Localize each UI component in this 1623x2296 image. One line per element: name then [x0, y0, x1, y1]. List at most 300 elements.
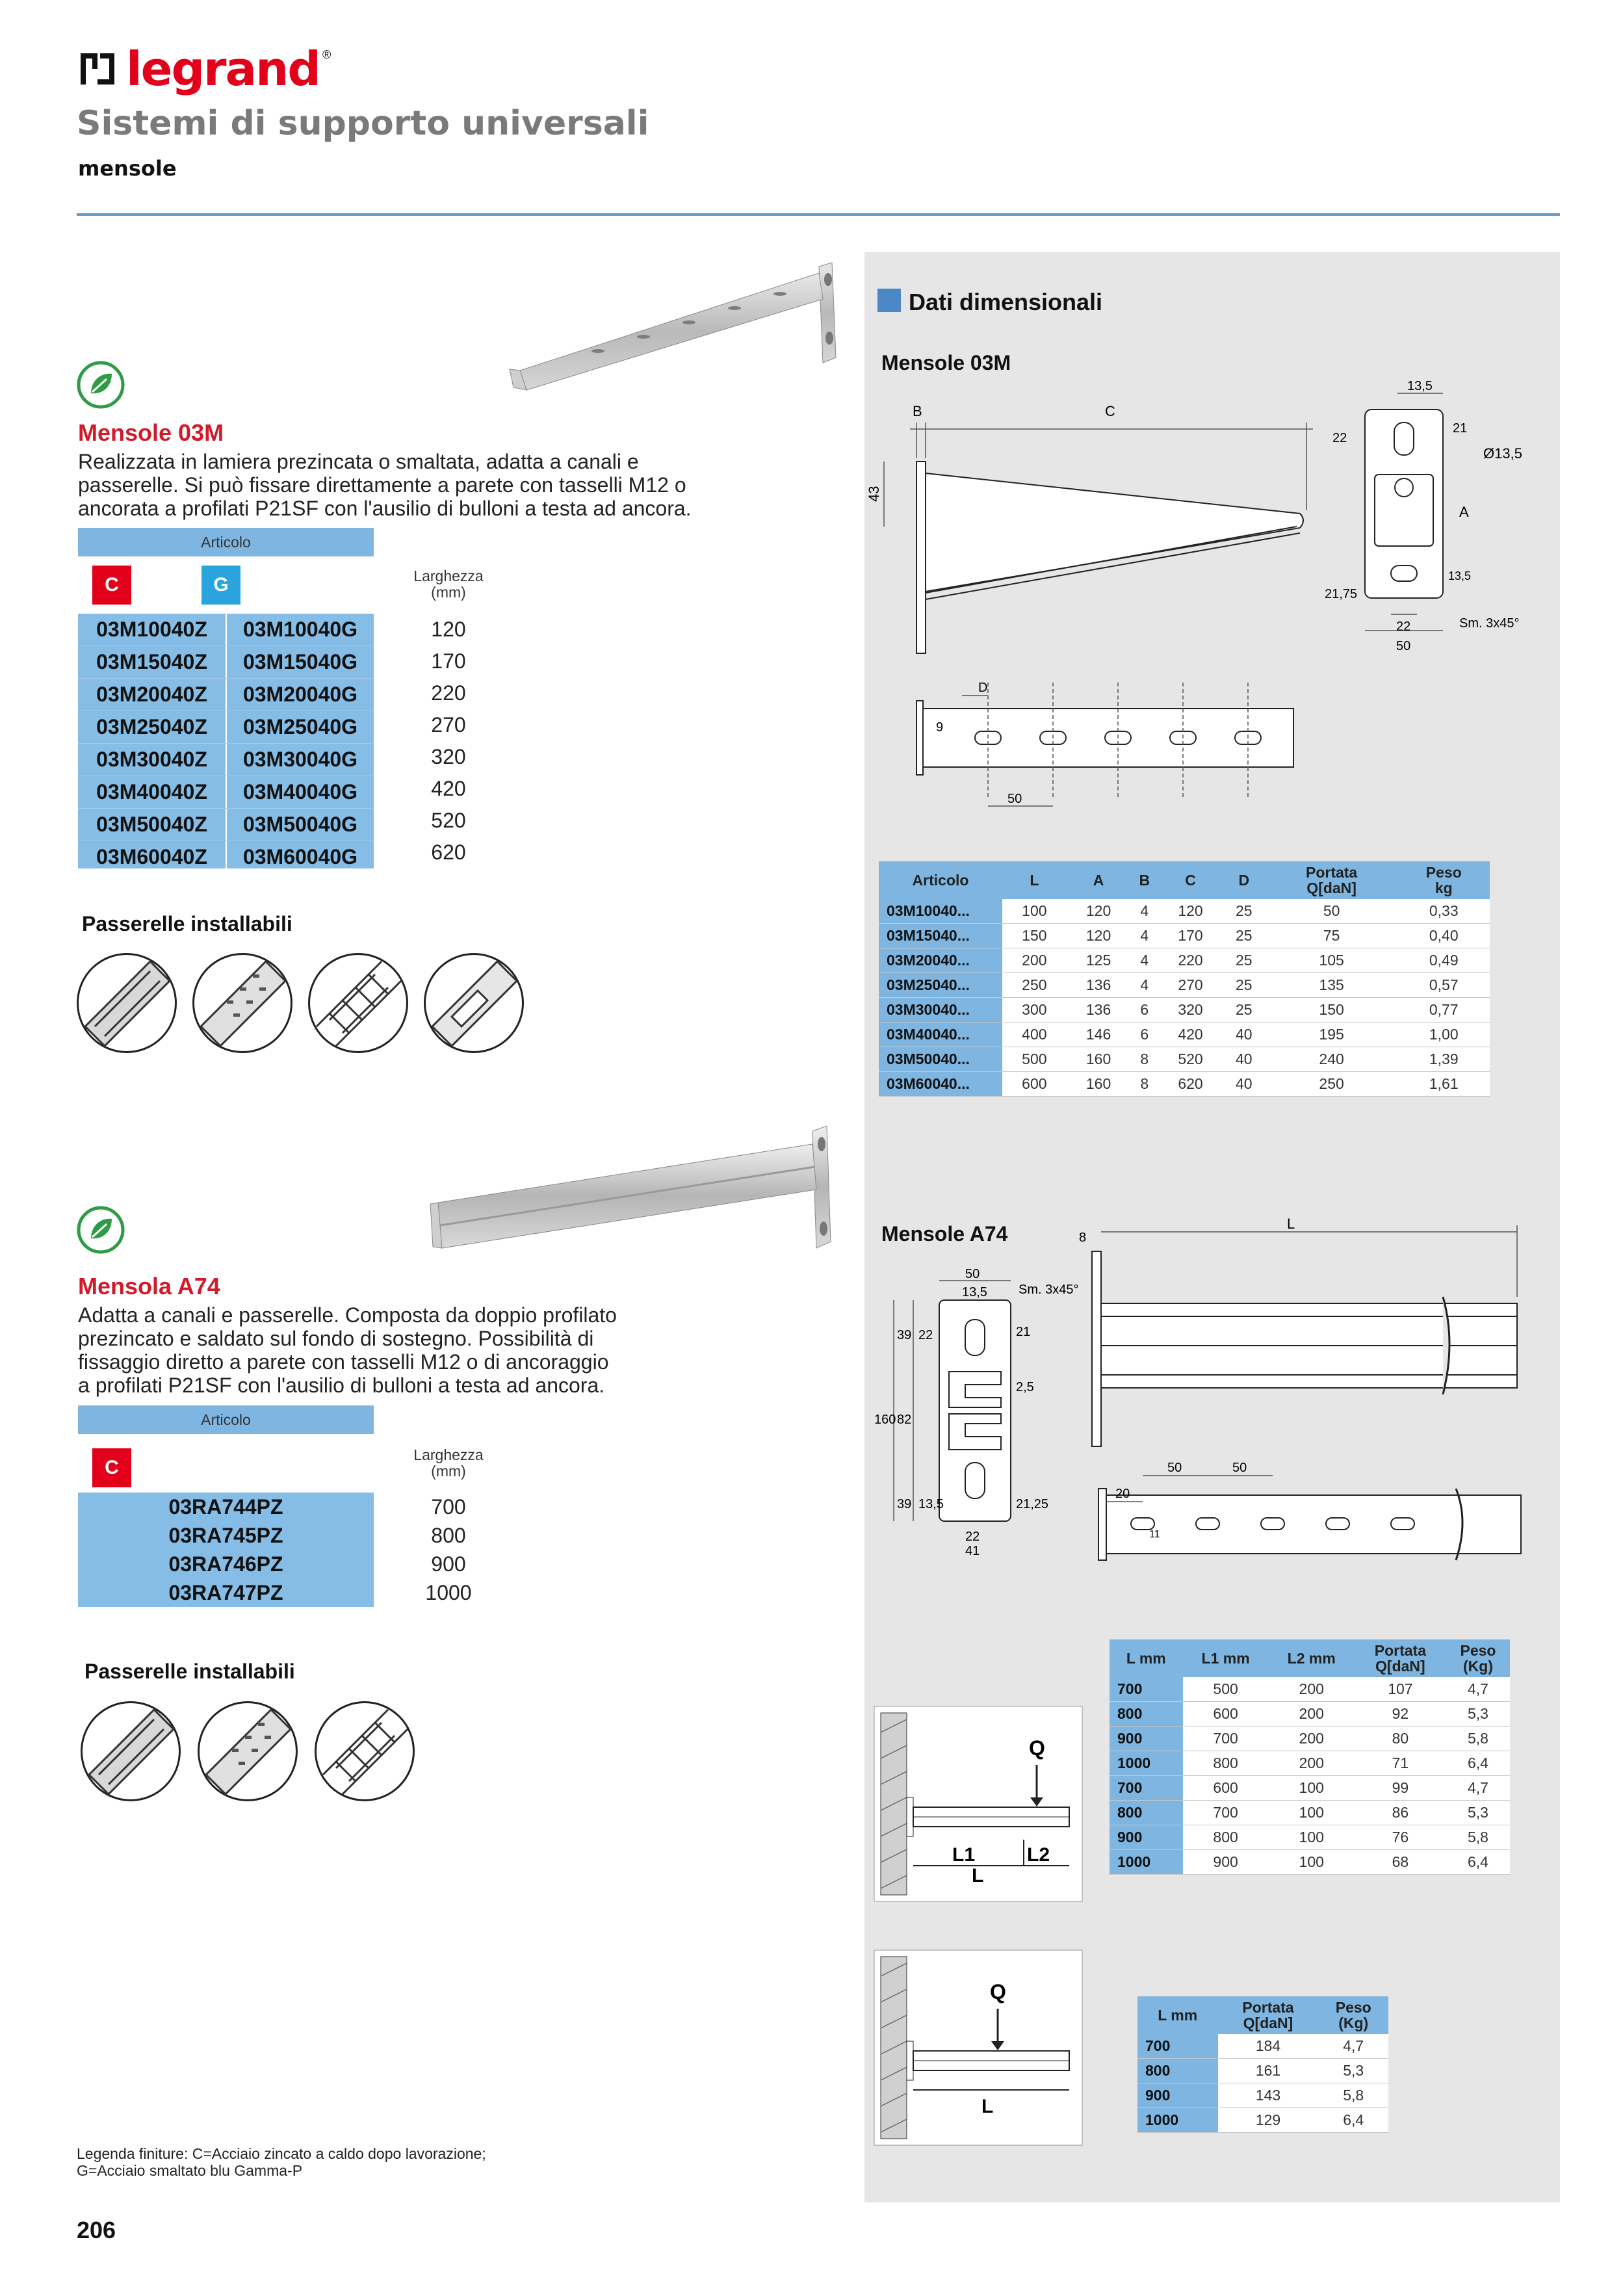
table-row	[78, 646, 374, 679]
solid-tray-icon	[81, 1701, 181, 1801]
table-cell: 400	[1002, 1023, 1067, 1047]
dim-label: 13,5	[1407, 379, 1433, 393]
table-cell: 25	[1223, 998, 1266, 1023]
legend-line: Legenda finiture: C=Acciaio zincato a caldo dopo lavorazione;	[77, 2145, 486, 2162]
row-key-cell: 900	[1110, 1727, 1183, 1751]
width-value: 520	[431, 809, 466, 832]
desc-line: Adatta a canali e passerelle. Composta da doppio profilato	[78, 1303, 617, 1327]
table-row	[879, 948, 1490, 973]
table-cell: 5,3	[1446, 1702, 1510, 1727]
table-cell: 68	[1355, 1850, 1446, 1875]
desc-line: ancorata a profilati P21SF con l'ausilio di bulloni a testa ad ancora.	[78, 497, 692, 520]
row-key-cell: 1000	[1137, 2108, 1218, 2133]
table-cell: 161	[1218, 2059, 1319, 2083]
table-cell: 136	[1067, 998, 1131, 1023]
width-value: 620	[431, 841, 466, 864]
width-value: 800	[431, 1524, 466, 1547]
table-cell: 0,33	[1398, 899, 1490, 924]
dim-label: 22	[918, 1328, 933, 1342]
width-value: 220	[431, 681, 466, 705]
col-header: L	[1002, 861, 1067, 899]
code-c: 03M60040Z	[78, 841, 227, 873]
table-cell: 25	[1223, 924, 1266, 948]
dim-label: 50	[1167, 1461, 1182, 1475]
header-divider	[77, 213, 1560, 216]
brand-name: legrand	[126, 42, 320, 96]
table-cell: 71	[1355, 1751, 1446, 1776]
table-cell: 100	[1269, 1825, 1355, 1850]
l2-label: L2	[1027, 1844, 1050, 1866]
table-cell: 6	[1130, 998, 1158, 1023]
code-c: 03M20040Z	[78, 679, 227, 711]
table-row	[879, 924, 1490, 948]
mensole-a74-subtitle: Mensole A74	[881, 1222, 1008, 1246]
row-key-cell: 700	[1110, 1677, 1183, 1702]
code-c: 03RA745PZ	[168, 1524, 283, 1547]
dim-label: Sm. 3x45°	[1459, 616, 1520, 631]
table-cell: 25	[1223, 899, 1266, 924]
table-cell: 620	[1158, 1072, 1223, 1097]
desc-line: Realizzata in lamiera prezincata o smaltata, adatta a canali e	[78, 450, 639, 473]
dim-label: 82	[897, 1413, 912, 1427]
eco-leaf-icon	[77, 361, 125, 409]
dim-label: 21	[1016, 1325, 1031, 1339]
drawing-a74-plate	[874, 1268, 1095, 1573]
row-key-cell: 800	[1137, 2059, 1218, 2083]
table-cell: 500	[1002, 1047, 1067, 1072]
width-value: 900	[431, 1552, 466, 1576]
drawing-a74-side	[1066, 1212, 1534, 1485]
code-c: 03M15040Z	[78, 646, 227, 678]
load-q-label: Q	[1029, 1736, 1045, 1760]
table-cell: 1,00	[1398, 1023, 1490, 1047]
wire-mesh-tray-icon	[315, 1701, 415, 1801]
table-row	[879, 1072, 1490, 1097]
table-row	[1110, 1677, 1510, 1702]
col-header: Portata Q[daN]	[1218, 1996, 1319, 2034]
width-value: 170	[431, 649, 466, 673]
dim-label: 21	[1453, 421, 1468, 436]
table-cell: 120	[1158, 899, 1223, 924]
dati-dimensionali-title: Dati dimensionali	[909, 289, 1103, 315]
dim-label: A	[1459, 504, 1469, 520]
table-cell: 4,7	[1446, 1776, 1510, 1801]
table-cell: 8	[1130, 1047, 1158, 1072]
table-cell: 100	[1269, 1850, 1355, 1875]
table-cell: 40	[1223, 1072, 1266, 1097]
col-header: C	[1158, 861, 1223, 899]
eco-leaf-icon	[77, 1206, 125, 1254]
table-cell: 6,4	[1318, 2108, 1388, 2133]
load-diagram-2	[874, 1950, 1082, 2145]
table-row	[1110, 1850, 1510, 1875]
dim-label: 21,75	[1325, 587, 1358, 601]
finish-badges	[92, 1448, 131, 1487]
table-cell: 200	[1269, 1677, 1355, 1702]
widths-03m-list	[390, 614, 507, 868]
col-header: L1 mm	[1183, 1639, 1269, 1677]
row-key-cell: 03M20040...	[879, 948, 1002, 973]
legrand-logo-icon	[78, 49, 117, 88]
desc-line: fissaggio diretto a parete con tasselli M12 o di ancoraggio	[78, 1350, 609, 1374]
table-cell: 6,4	[1446, 1751, 1510, 1776]
table-row	[78, 679, 374, 711]
bracket-03m-photo	[507, 260, 845, 397]
table-body	[1110, 1677, 1510, 1875]
table-load-2	[1137, 1996, 1388, 2133]
table-cell: 5,3	[1446, 1801, 1510, 1825]
passerelle-label-03m: Passerelle installabili	[82, 912, 292, 935]
table-cell: 160	[1067, 1072, 1131, 1097]
code-g: 03M30040G	[242, 748, 358, 771]
table-row	[1110, 1801, 1510, 1825]
larghezza-unit: (mm)	[431, 1463, 466, 1480]
badge-finish-g: G	[201, 566, 240, 605]
codes-a74-list	[78, 1493, 374, 1607]
section-title-03m: Mensole 03M	[78, 419, 224, 446]
perforated-tray-icon	[192, 953, 292, 1053]
table-row	[1110, 1776, 1510, 1801]
code-g: 03M50040G	[242, 813, 358, 836]
table-row	[1137, 2034, 1388, 2059]
brand-logo	[78, 42, 331, 96]
dim-label: B	[913, 403, 922, 419]
width-value: 320	[431, 745, 466, 768]
width-value: 120	[431, 618, 466, 641]
larghezza-header	[390, 568, 507, 601]
width-value: 270	[431, 713, 466, 737]
drawing-03m-plate	[1313, 371, 1547, 663]
dim-label: 50	[1232, 1461, 1247, 1475]
table-cell: 25	[1223, 973, 1266, 998]
table-cell: 4,7	[1318, 2034, 1388, 2059]
table-cell: 143	[1218, 2083, 1319, 2108]
table-cell: 50	[1266, 899, 1398, 924]
col-header: Peso (Kg)	[1446, 1639, 1510, 1677]
table-load-1	[1110, 1639, 1510, 1875]
table-cell: 125	[1067, 948, 1131, 973]
code-g: 03M25040G	[242, 715, 358, 738]
col-header: Peso (Kg)	[1318, 1996, 1388, 2034]
row-key-cell: 700	[1137, 2034, 1218, 2059]
dim-label: 13,5	[918, 1497, 944, 1511]
table-03m-dimensions	[879, 861, 1490, 1097]
table-cell: 136	[1067, 973, 1131, 998]
table-cell: 86	[1355, 1801, 1446, 1825]
code-c: 03M40040Z	[78, 776, 227, 808]
table-cell: 250	[1266, 1072, 1398, 1097]
code-c: 03M30040Z	[78, 744, 227, 776]
desc-line: a profilati P21SF con l'ausilio di bulloni a testa ad ancora.	[78, 1374, 605, 1397]
ladder-tray-icon	[424, 953, 524, 1053]
dim-label: L	[1287, 1216, 1295, 1232]
row-key-cell: 1000	[1110, 1850, 1183, 1875]
table-row	[78, 776, 374, 809]
table-cell: 184	[1218, 2034, 1319, 2059]
l-label: L	[981, 2096, 994, 2117]
table-cell: 5,8	[1318, 2083, 1388, 2108]
table-cell: 520	[1158, 1047, 1223, 1072]
col-header: B	[1130, 861, 1158, 899]
table-cell: 6,4	[1446, 1850, 1510, 1875]
table-cell: 0,40	[1398, 924, 1490, 948]
table-cell: 40	[1223, 1047, 1266, 1072]
table-cell: 170	[1158, 924, 1223, 948]
table-cell: 800	[1183, 1825, 1269, 1850]
table-cell: 800	[1183, 1751, 1269, 1776]
larghezza-unit: (mm)	[431, 584, 466, 601]
load-q-label: Q	[990, 1980, 1006, 2003]
badge-finish-c: C	[92, 1448, 131, 1487]
table-cell: 4	[1130, 899, 1158, 924]
row-key-cell: 03M15040...	[879, 924, 1002, 948]
col-header: D	[1223, 861, 1266, 899]
table-cell: 160	[1067, 1047, 1131, 1072]
dim-label: 22	[1396, 620, 1411, 634]
code-g: 03M10040G	[242, 618, 358, 641]
table-cell: 8	[1130, 1072, 1158, 1097]
row-key-cell: 800	[1110, 1702, 1183, 1727]
dim-label: 41	[965, 1544, 980, 1558]
table-cell: 500	[1183, 1677, 1269, 1702]
table-cell: 5,3	[1318, 2059, 1388, 2083]
cable-tray-icons-03m	[77, 953, 524, 1053]
table-row	[1110, 1751, 1510, 1776]
codes-03m-list	[78, 614, 374, 873]
table-cell: 200	[1269, 1727, 1355, 1751]
table-cell: 75	[1266, 924, 1398, 948]
dim-label: D	[978, 681, 988, 695]
table-cell: 6	[1130, 1023, 1158, 1047]
table-cell: 5,8	[1446, 1727, 1510, 1751]
table-cell: 4	[1130, 973, 1158, 998]
page-number: 206	[77, 2217, 116, 2243]
larghezza-label: Larghezza	[413, 567, 484, 584]
dim-label: 13,5	[962, 1285, 987, 1299]
col-header: L mm	[1110, 1639, 1183, 1677]
table-row	[879, 1023, 1490, 1047]
mensole-03m-subtitle: Mensole 03M	[881, 351, 1011, 374]
row-key-cell: 900	[1137, 2083, 1218, 2108]
table-row	[78, 744, 374, 776]
table-cell: 220	[1158, 948, 1223, 973]
dim-label: Ø13,5	[1483, 445, 1522, 462]
legend-line: G=Acciaio smaltato blu Gamma-P	[77, 2162, 303, 2179]
table-body	[1137, 2034, 1388, 2133]
width-value: 1000	[425, 1581, 472, 1604]
row-key-cell: 03M30040...	[879, 998, 1002, 1023]
table-cell: 135	[1266, 973, 1398, 998]
table-cell: 700	[1183, 1727, 1269, 1751]
table-cell: 200	[1002, 948, 1067, 973]
table-cell: 300	[1002, 998, 1067, 1023]
table-row	[78, 711, 374, 744]
code-c: 03M10040Z	[78, 614, 227, 646]
table-row	[879, 998, 1490, 1023]
table-cell: 200	[1269, 1751, 1355, 1776]
table-cell: 320	[1158, 998, 1223, 1023]
dim-label: 8	[1079, 1231, 1087, 1245]
articolo-header: Articolo	[78, 528, 374, 556]
table-row	[1137, 2059, 1388, 2083]
perforated-tray-icon	[198, 1701, 298, 1801]
row-key-cell: 03M25040...	[879, 973, 1002, 998]
table-cell: 99	[1355, 1776, 1446, 1801]
table-row	[1137, 2083, 1388, 2108]
row-key-cell: 03M50040...	[879, 1047, 1002, 1072]
table-row	[1110, 1702, 1510, 1727]
drawing-03m-side	[866, 397, 1326, 670]
section-square-icon	[877, 289, 901, 312]
table-cell: 150	[1002, 924, 1067, 948]
page-title: Sistemi di supporto universali	[77, 104, 649, 143]
table-cell: 25	[1223, 948, 1266, 973]
dim-label: 13,5	[1448, 569, 1472, 582]
code-c: 03M50040Z	[78, 809, 227, 841]
dim-label: C	[1105, 403, 1115, 419]
dim-label: 39	[897, 1497, 912, 1511]
table-row	[1110, 1825, 1510, 1850]
table-cell: 100	[1269, 1776, 1355, 1801]
table-cell: 107	[1355, 1677, 1446, 1702]
l-label: L	[972, 1865, 984, 1886]
code-c: 03M25040Z	[78, 711, 227, 743]
table-cell: 900	[1183, 1850, 1269, 1875]
table-cell: 240	[1266, 1047, 1398, 1072]
load-diagram-1	[874, 1706, 1082, 1901]
row-key-cell: 03M40040...	[879, 1023, 1002, 1047]
dim-label: 22	[965, 1530, 980, 1544]
section-title-a74: Mensola A74	[78, 1273, 220, 1299]
dim-label: 20	[1115, 1487, 1130, 1501]
dim-label: 43	[866, 486, 882, 502]
col-header: Portata Q[daN]	[1266, 861, 1398, 899]
desc-line: passerelle. Si può fissare direttamente a parete con tasselli M12 o	[78, 473, 686, 497]
table-cell: 1,61	[1398, 1072, 1490, 1097]
dim-label: 21,25	[1016, 1497, 1049, 1511]
col-header: L mm	[1137, 1996, 1218, 2034]
table-cell: 76	[1355, 1825, 1446, 1850]
desc-line: prezincato e saldato sul fondo di sostegno. Possibilità di	[78, 1327, 594, 1350]
code-c: 03RA744PZ	[168, 1495, 283, 1519]
code-g: 03M60040G	[242, 845, 358, 868]
dim-label: 9	[936, 720, 944, 735]
row-key-cell: 800	[1110, 1801, 1183, 1825]
brand-registered-mark: ®	[322, 48, 331, 61]
dim-label: 50	[1396, 639, 1411, 653]
table-row	[879, 973, 1490, 998]
drawing-03m-top	[897, 670, 1313, 819]
table-cell: 600	[1183, 1776, 1269, 1801]
table-cell: 600	[1183, 1702, 1269, 1727]
table-header-row	[1110, 1639, 1510, 1677]
dim-label: 39	[897, 1328, 912, 1342]
table-cell: 200	[1269, 1702, 1355, 1727]
col-header: Articolo	[879, 861, 1002, 899]
row-key-cell: 700	[1110, 1776, 1183, 1801]
dim-label: 11	[1149, 1529, 1160, 1540]
table-cell: 120	[1067, 899, 1131, 924]
table-cell: 40	[1223, 1023, 1266, 1047]
table-cell: 120	[1067, 924, 1131, 948]
finish-badges	[78, 566, 240, 605]
table-row	[879, 899, 1490, 924]
table-row	[879, 1047, 1490, 1072]
code-g: 03M20040G	[242, 683, 358, 706]
table-cell: 250	[1002, 973, 1067, 998]
table-cell: 4	[1130, 924, 1158, 948]
table-cell: 92	[1355, 1702, 1446, 1727]
dim-label: Sm. 3x45°	[1019, 1283, 1079, 1297]
code-g: 03M15040G	[242, 650, 358, 673]
table-cell: 420	[1158, 1023, 1223, 1047]
col-header: Portata Q[daN]	[1355, 1639, 1446, 1677]
col-header: Peso kg	[1398, 861, 1490, 899]
table-cell: 100	[1002, 899, 1067, 924]
widths-a74-list	[390, 1493, 507, 1607]
table-row	[78, 841, 374, 873]
row-key-cell: 1000	[1110, 1751, 1183, 1776]
passerelle-label-a74: Passerelle installabili	[84, 1660, 295, 1683]
page-subtitle: mensole	[78, 156, 177, 181]
table-cell: 600	[1002, 1072, 1067, 1097]
bracket-a74-photo	[429, 1118, 845, 1268]
width-value: 700	[431, 1495, 466, 1519]
larghezza-header	[390, 1447, 507, 1480]
col-header: L2 mm	[1269, 1639, 1355, 1677]
table-cell: 105	[1266, 948, 1398, 973]
cable-tray-icons-a74	[81, 1701, 415, 1801]
table-row	[1110, 1727, 1510, 1751]
row-key-cell: 03M10040...	[879, 899, 1002, 924]
dim-label: 22	[1332, 431, 1347, 445]
wire-mesh-tray-icon	[308, 953, 408, 1053]
table-cell: 4	[1130, 948, 1158, 973]
table-cell: 150	[1266, 998, 1398, 1023]
table-cell: 270	[1158, 973, 1223, 998]
code-c: 03RA747PZ	[168, 1581, 283, 1604]
table-cell: 0,57	[1398, 973, 1490, 998]
table-row	[78, 809, 374, 841]
description-03m	[78, 450, 825, 520]
table-cell: 129	[1218, 2108, 1319, 2133]
table-cell: 80	[1355, 1727, 1446, 1751]
drawing-a74-top	[1079, 1456, 1534, 1586]
code-c: 03RA746PZ	[168, 1552, 283, 1576]
articolo-header: Articolo	[78, 1405, 374, 1434]
row-key-cell: 03M60040...	[879, 1072, 1002, 1097]
dim-label: 160	[874, 1413, 896, 1427]
table-cell: 146	[1067, 1023, 1131, 1047]
table-cell: 0,49	[1398, 948, 1490, 973]
table-cell: 195	[1266, 1023, 1398, 1047]
table-header-row	[879, 861, 1490, 899]
table-row	[78, 614, 374, 646]
code-g: 03M40040G	[242, 780, 358, 803]
badge-finish-c: C	[92, 566, 131, 605]
larghezza-label: Larghezza	[413, 1446, 484, 1463]
table-cell: 5,8	[1446, 1825, 1510, 1850]
table-row	[1137, 2108, 1388, 2133]
description-a74	[78, 1303, 825, 1397]
finish-legend	[77, 2145, 824, 2179]
col-header: A	[1067, 861, 1131, 899]
dim-label: 2,5	[1016, 1380, 1034, 1394]
table-cell: 100	[1269, 1801, 1355, 1825]
table-cell: 0,77	[1398, 998, 1490, 1023]
table-header-row	[1137, 1996, 1388, 2034]
width-value: 420	[431, 777, 466, 800]
